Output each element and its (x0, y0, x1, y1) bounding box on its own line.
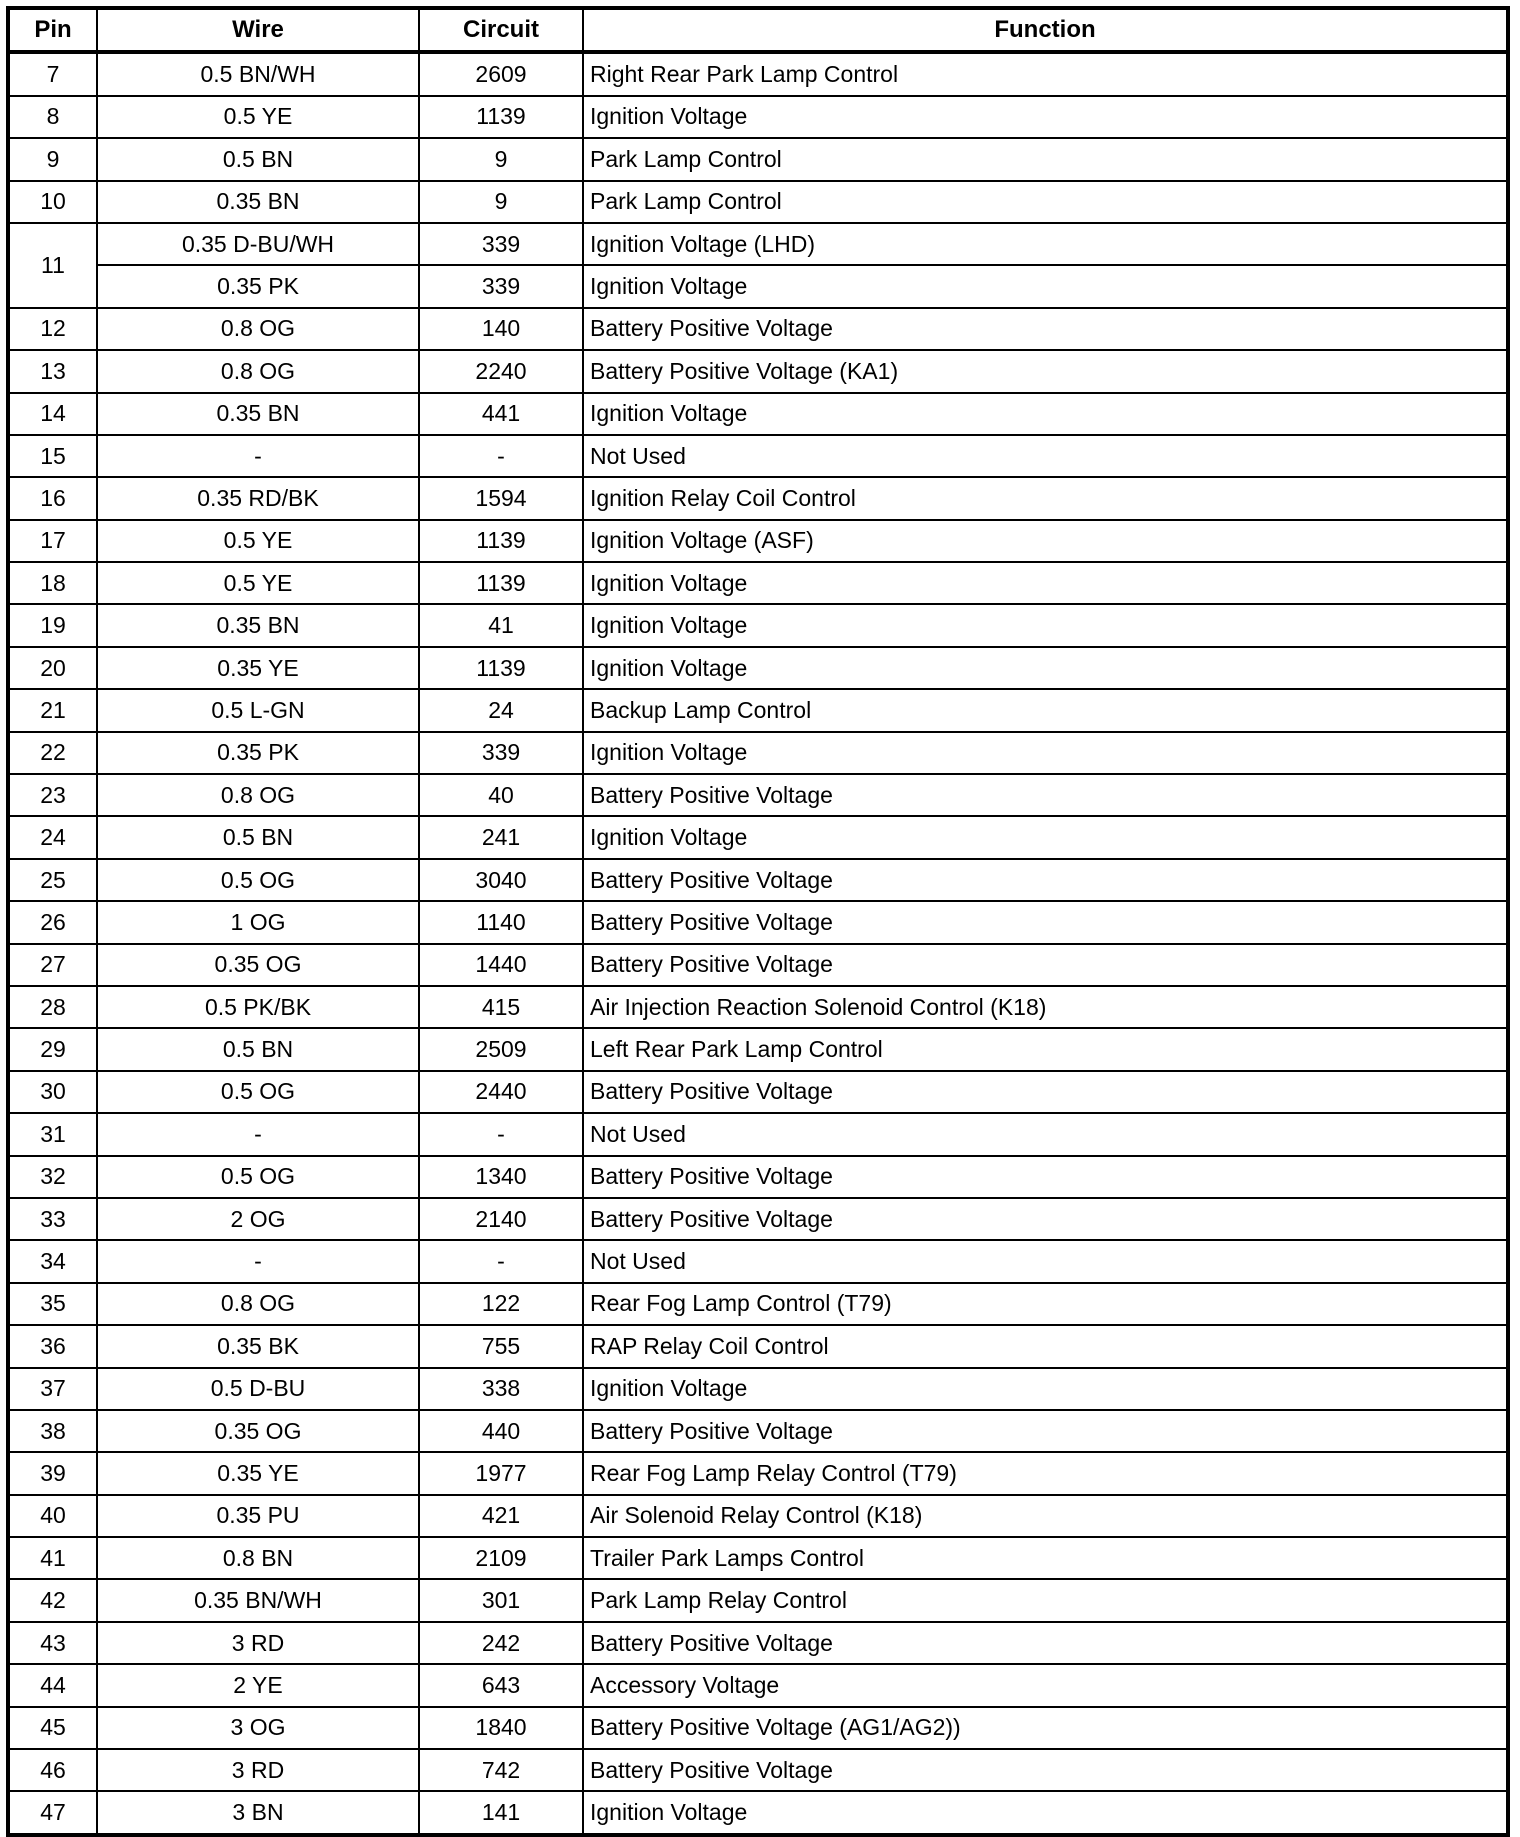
function-cell: Backup Lamp Control (583, 689, 1508, 731)
function-cell: Ignition Voltage (583, 562, 1508, 604)
circuit-cell: 339 (419, 223, 583, 265)
table-row (8, 1028, 1508, 1070)
function-cell: Ignition Voltage (LHD) (583, 223, 1508, 265)
wire-cell: 0.5 BN (97, 1028, 419, 1070)
table-row (8, 1240, 1508, 1282)
function-cell: Air Solenoid Relay Control (K18) (583, 1495, 1508, 1537)
wire-cell: 0.35 D-BU/WH (97, 223, 419, 265)
wire-cell: 0.5 L-GN (97, 689, 419, 731)
wire-cell: 0.5 BN/WH (97, 52, 419, 95)
wire-cell: 0.35 BN (97, 604, 419, 646)
wire-cell: 0.5 BN (97, 816, 419, 858)
circuit-cell: 415 (419, 986, 583, 1028)
table-row (8, 350, 1508, 392)
function-cell: Ignition Voltage (583, 816, 1508, 858)
wire-cell: 2 OG (97, 1198, 419, 1240)
circuit-cell: 241 (419, 816, 583, 858)
table-row (8, 944, 1508, 986)
pin-cell: 18 (8, 562, 97, 604)
table-row (8, 604, 1508, 646)
pin-cell: 27 (8, 944, 97, 986)
wire-cell: 0.35 BK (97, 1325, 419, 1367)
table-row (8, 1579, 1508, 1621)
table-row (8, 1368, 1508, 1410)
wire-cell: 0.35 RD/BK (97, 477, 419, 519)
function-cell: Not Used (583, 435, 1508, 477)
wire-cell: 0.5 OG (97, 1156, 419, 1198)
function-cell: Park Lamp Relay Control (583, 1579, 1508, 1621)
pin-cell: 42 (8, 1579, 97, 1621)
circuit-cell: 339 (419, 265, 583, 307)
wire-cell: 1 OG (97, 901, 419, 943)
wire-cell: 0.5 PK/BK (97, 986, 419, 1028)
function-cell: RAP Relay Coil Control (583, 1325, 1508, 1367)
circuit-cell: 742 (419, 1749, 583, 1791)
wire-cell: 3 RD (97, 1749, 419, 1791)
table-row (8, 901, 1508, 943)
table-row (8, 52, 1508, 95)
circuit-cell: 242 (419, 1622, 583, 1664)
table-row (8, 265, 1508, 307)
pin-cell: 29 (8, 1028, 97, 1070)
function-cell: Not Used (583, 1113, 1508, 1155)
table-row (8, 689, 1508, 731)
circuit-cell: - (419, 435, 583, 477)
wire-cell: - (97, 1113, 419, 1155)
wire-cell: 0.35 PU (97, 1495, 419, 1537)
circuit-cell: 140 (419, 308, 583, 350)
circuit-cell: 3040 (419, 859, 583, 901)
table-row (8, 816, 1508, 858)
pin-cell: 46 (8, 1749, 97, 1791)
table-row (8, 562, 1508, 604)
header-wire: Wire (97, 8, 419, 52)
function-cell: Battery Positive Voltage (AG1/AG2)) (583, 1707, 1508, 1749)
table-header-row (8, 8, 1508, 52)
wire-cell: 0.35 BN/WH (97, 1579, 419, 1621)
pin-cell: 26 (8, 901, 97, 943)
circuit-cell: 1840 (419, 1707, 583, 1749)
circuit-cell: 24 (419, 689, 583, 731)
function-cell: Ignition Voltage (583, 604, 1508, 646)
table-row (8, 1622, 1508, 1664)
pin-cell: 10 (8, 181, 97, 223)
pin-cell: 17 (8, 520, 97, 562)
circuit-cell: 441 (419, 393, 583, 435)
wire-cell: 3 RD (97, 1622, 419, 1664)
function-cell: Battery Positive Voltage (583, 1749, 1508, 1791)
circuit-cell: 40 (419, 774, 583, 816)
wire-cell: 0.5 BN (97, 138, 419, 180)
function-cell: Ignition Voltage (ASF) (583, 520, 1508, 562)
pin-cell: 23 (8, 774, 97, 816)
pin-cell: 22 (8, 732, 97, 774)
table-row (8, 308, 1508, 350)
function-cell: Ignition Voltage (583, 265, 1508, 307)
function-cell: Ignition Voltage (583, 393, 1508, 435)
pin-cell: 30 (8, 1071, 97, 1113)
function-cell: Not Used (583, 1240, 1508, 1282)
function-cell: Ignition Voltage (583, 647, 1508, 689)
pin-cell: 45 (8, 1707, 97, 1749)
table-row (8, 1749, 1508, 1791)
wire-cell: 0.5 OG (97, 1071, 419, 1113)
function-cell: Battery Positive Voltage (583, 944, 1508, 986)
pin-cell: 9 (8, 138, 97, 180)
table-row (8, 1198, 1508, 1240)
table-row (8, 435, 1508, 477)
circuit-cell: 9 (419, 181, 583, 223)
wire-cell: 0.5 D-BU (97, 1368, 419, 1410)
table-row (8, 859, 1508, 901)
pin-cell: 21 (8, 689, 97, 731)
wire-cell: 3 OG (97, 1707, 419, 1749)
pin-cell: 11 (8, 223, 97, 308)
wire-cell: 3 BN (97, 1791, 419, 1834)
function-cell: Ignition Voltage (583, 96, 1508, 138)
table-row (8, 774, 1508, 816)
table-row (8, 1156, 1508, 1198)
function-cell: Battery Positive Voltage (583, 859, 1508, 901)
table-row (8, 223, 1508, 265)
table-row (8, 477, 1508, 519)
function-cell: Park Lamp Control (583, 181, 1508, 223)
function-cell: Battery Positive Voltage (583, 1622, 1508, 1664)
pin-cell: 37 (8, 1368, 97, 1410)
circuit-cell: 1594 (419, 477, 583, 519)
circuit-cell: 2509 (419, 1028, 583, 1070)
table-row (8, 1707, 1508, 1749)
wire-cell: 0.35 BN (97, 393, 419, 435)
pin-cell: 7 (8, 52, 97, 95)
table-row (8, 1071, 1508, 1113)
wire-cell: 0.5 OG (97, 859, 419, 901)
wire-cell: - (97, 1240, 419, 1282)
function-cell: Rear Fog Lamp Relay Control (T79) (583, 1452, 1508, 1494)
wire-cell: 0.8 BN (97, 1537, 419, 1579)
pin-cell: 28 (8, 986, 97, 1028)
pin-cell: 14 (8, 393, 97, 435)
wire-cell: 0.8 OG (97, 350, 419, 392)
pin-cell: 35 (8, 1283, 97, 1325)
circuit-cell: 1139 (419, 96, 583, 138)
wire-cell: 2 YE (97, 1664, 419, 1706)
circuit-cell: 1440 (419, 944, 583, 986)
table-row (8, 986, 1508, 1028)
pin-cell: 16 (8, 477, 97, 519)
function-cell: Battery Positive Voltage (583, 1071, 1508, 1113)
table-row (8, 1283, 1508, 1325)
table-row (8, 1410, 1508, 1452)
function-cell: Air Injection Reaction Solenoid Control (K18) (583, 986, 1508, 1028)
table-row (8, 520, 1508, 562)
pin-cell: 20 (8, 647, 97, 689)
circuit-cell: - (419, 1113, 583, 1155)
wire-cell: 0.5 YE (97, 96, 419, 138)
pin-cell: 32 (8, 1156, 97, 1198)
pin-cell: 41 (8, 1537, 97, 1579)
circuit-cell: 1977 (419, 1452, 583, 1494)
pin-cell: 40 (8, 1495, 97, 1537)
pin-cell: 19 (8, 604, 97, 646)
pin-cell: 44 (8, 1664, 97, 1706)
table-row (8, 1495, 1508, 1537)
pin-cell: 24 (8, 816, 97, 858)
header-circuit: Circuit (419, 8, 583, 52)
wire-cell: - (97, 435, 419, 477)
table-row (8, 96, 1508, 138)
table-row (8, 1664, 1508, 1706)
table-row (8, 732, 1508, 774)
header-function: Function (583, 8, 1508, 52)
table-row (8, 1537, 1508, 1579)
header-pin: Pin (8, 8, 97, 52)
pinout-table (6, 6, 1510, 1837)
function-cell: Battery Positive Voltage (583, 1410, 1508, 1452)
pin-cell: 39 (8, 1452, 97, 1494)
pin-cell: 12 (8, 308, 97, 350)
circuit-cell: 2140 (419, 1198, 583, 1240)
table-row (8, 647, 1508, 689)
function-cell: Ignition Relay Coil Control (583, 477, 1508, 519)
circuit-cell: 141 (419, 1791, 583, 1834)
circuit-cell: 2440 (419, 1071, 583, 1113)
circuit-cell: - (419, 1240, 583, 1282)
function-cell: Park Lamp Control (583, 138, 1508, 180)
pin-cell: 43 (8, 1622, 97, 1664)
table-row (8, 1113, 1508, 1155)
circuit-cell: 41 (419, 604, 583, 646)
pin-cell: 47 (8, 1791, 97, 1834)
circuit-cell: 643 (419, 1664, 583, 1706)
wire-cell: 0.8 OG (97, 1283, 419, 1325)
pin-cell: 13 (8, 350, 97, 392)
circuit-cell: 122 (419, 1283, 583, 1325)
pin-cell: 8 (8, 96, 97, 138)
table-row (8, 1452, 1508, 1494)
circuit-cell: 421 (419, 1495, 583, 1537)
table-row (8, 181, 1508, 223)
pin-cell: 33 (8, 1198, 97, 1240)
wire-cell: 0.35 OG (97, 1410, 419, 1452)
circuit-cell: 339 (419, 732, 583, 774)
function-cell: Trailer Park Lamps Control (583, 1537, 1508, 1579)
function-cell: Battery Positive Voltage (583, 901, 1508, 943)
function-cell: Battery Positive Voltage (583, 1198, 1508, 1240)
function-cell: Accessory Voltage (583, 1664, 1508, 1706)
circuit-cell: 1139 (419, 520, 583, 562)
function-cell: Right Rear Park Lamp Control (583, 52, 1508, 95)
wire-cell: 0.5 YE (97, 562, 419, 604)
circuit-cell: 2109 (419, 1537, 583, 1579)
circuit-cell: 9 (419, 138, 583, 180)
circuit-cell: 755 (419, 1325, 583, 1367)
circuit-cell: 1340 (419, 1156, 583, 1198)
circuit-cell: 1139 (419, 647, 583, 689)
function-cell: Ignition Voltage (583, 1791, 1508, 1834)
function-cell: Battery Positive Voltage (583, 1156, 1508, 1198)
function-cell: Ignition Voltage (583, 732, 1508, 774)
table-row (8, 138, 1508, 180)
circuit-cell: 301 (419, 1579, 583, 1621)
table-body (8, 52, 1508, 1834)
pin-cell: 34 (8, 1240, 97, 1282)
table-row (8, 1791, 1508, 1834)
wire-cell: 0.35 PK (97, 265, 419, 307)
wire-cell: 0.35 YE (97, 1452, 419, 1494)
table-row (8, 393, 1508, 435)
function-cell: Battery Positive Voltage (583, 308, 1508, 350)
connector-pinout-sheet (6, 6, 1510, 1826)
pin-cell: 36 (8, 1325, 97, 1367)
function-cell: Battery Positive Voltage (KA1) (583, 350, 1508, 392)
wire-cell: 0.8 OG (97, 308, 419, 350)
wire-cell: 0.35 BN (97, 181, 419, 223)
function-cell: Ignition Voltage (583, 1368, 1508, 1410)
circuit-cell: 1140 (419, 901, 583, 943)
pin-cell: 25 (8, 859, 97, 901)
function-cell: Rear Fog Lamp Control (T79) (583, 1283, 1508, 1325)
circuit-cell: 2609 (419, 52, 583, 95)
table-row (8, 1325, 1508, 1367)
pin-cell: 38 (8, 1410, 97, 1452)
circuit-cell: 338 (419, 1368, 583, 1410)
pin-cell: 15 (8, 435, 97, 477)
wire-cell: 0.35 OG (97, 944, 419, 986)
wire-cell: 0.8 OG (97, 774, 419, 816)
pin-cell: 31 (8, 1113, 97, 1155)
circuit-cell: 2240 (419, 350, 583, 392)
circuit-cell: 440 (419, 1410, 583, 1452)
wire-cell: 0.35 YE (97, 647, 419, 689)
function-cell: Left Rear Park Lamp Control (583, 1028, 1508, 1070)
circuit-cell: 1139 (419, 562, 583, 604)
wire-cell: 0.35 PK (97, 732, 419, 774)
function-cell: Battery Positive Voltage (583, 774, 1508, 816)
wire-cell: 0.5 YE (97, 520, 419, 562)
